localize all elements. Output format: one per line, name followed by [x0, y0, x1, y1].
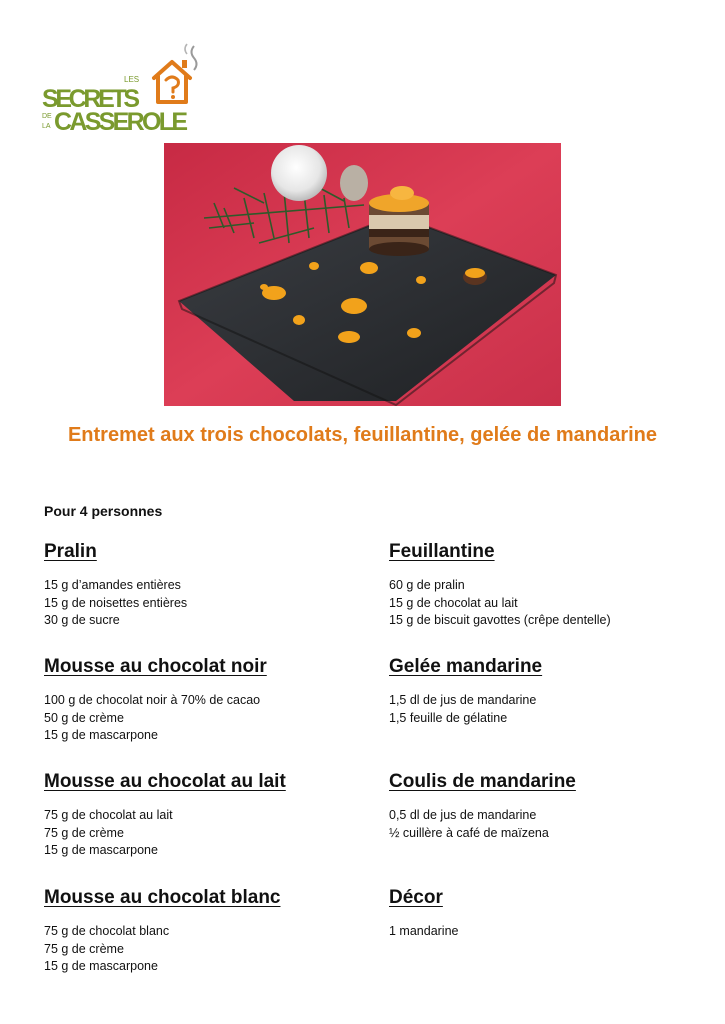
ingredient: 75 g de crème	[44, 825, 124, 840]
section-title: Feuillantine	[389, 541, 495, 562]
ingredient: 0,5 dl de jus de mandarine	[389, 808, 537, 822]
section-coulis-mandarine	[389, 770, 709, 842]
section-title: Coulis de mandarine	[389, 771, 576, 792]
recipe-title: Entremet aux trois chocolats, feuillantine, gelée de mandarine	[67, 424, 658, 446]
pine-cone	[340, 165, 368, 201]
ingredient: 15 g de mascarpone	[44, 843, 158, 857]
logo-text-de: DE	[42, 113, 52, 120]
ingredient: 15 g de noisettes entières	[44, 595, 188, 610]
section-decor	[389, 886, 709, 941]
ingredient: 75 g de crème	[44, 941, 124, 956]
section-gelee-mandarine	[389, 655, 709, 727]
section-title: Mousse au chocolat blanc	[44, 887, 281, 908]
section-title: Pralin	[44, 541, 97, 562]
ingredient: ½ cuillère à café de maïzena	[389, 825, 549, 840]
section-mousse-chocolat-noir	[44, 655, 364, 745]
logo-text-secrets: SECRETS	[42, 85, 140, 113]
ingredient: 1,5 dl de jus de mandarine	[389, 693, 537, 707]
section-title: Gelée mandarine	[389, 656, 543, 677]
ingredient: 50 g de crème	[44, 710, 124, 725]
ingredient: 1,5 feuille de gélatine	[389, 710, 508, 725]
dessert-photo	[164, 143, 561, 406]
glass-ornament	[271, 145, 327, 201]
section-mousse-chocolat-lait	[44, 770, 364, 860]
section-feuillantine	[389, 540, 709, 630]
section-pralin	[44, 540, 364, 630]
logo-text-les: LES	[124, 75, 140, 84]
ingredient: 75 g de chocolat blanc	[44, 924, 170, 938]
logo-text-la: LA	[42, 123, 51, 130]
section-title: Mousse au chocolat noir	[44, 656, 267, 677]
section-title: Décor	[389, 887, 443, 908]
ingredient: 60 g de pralin	[389, 578, 465, 592]
ingredient: 75 g de chocolat au lait	[44, 808, 173, 822]
ingredient: 1 mandarine	[389, 924, 459, 938]
ingredient: 15 g de mascarpone	[44, 728, 158, 742]
ingredient: 15 g de chocolat au lait	[389, 595, 518, 610]
servings: Pour 4 personnes	[44, 503, 163, 519]
ingredient: 15 g de biscuit gavottes (crêpe dentelle)	[389, 613, 611, 627]
ingredient: 100 g de chocolat noir à 70% de cacao	[44, 693, 261, 707]
section-mousse-chocolat-blanc	[44, 886, 364, 976]
ingredient: 15 g de mascarpone	[44, 959, 158, 973]
logo-text-casserole: CASSEROLE	[54, 108, 188, 135]
section-title: Mousse au chocolat au lait	[44, 771, 286, 792]
ingredient: 15 g d’amandes entières	[44, 578, 181, 592]
les-secrets-de-la-casserole-logo	[40, 40, 210, 135]
ingredient: 30 g de sucre	[44, 613, 120, 627]
